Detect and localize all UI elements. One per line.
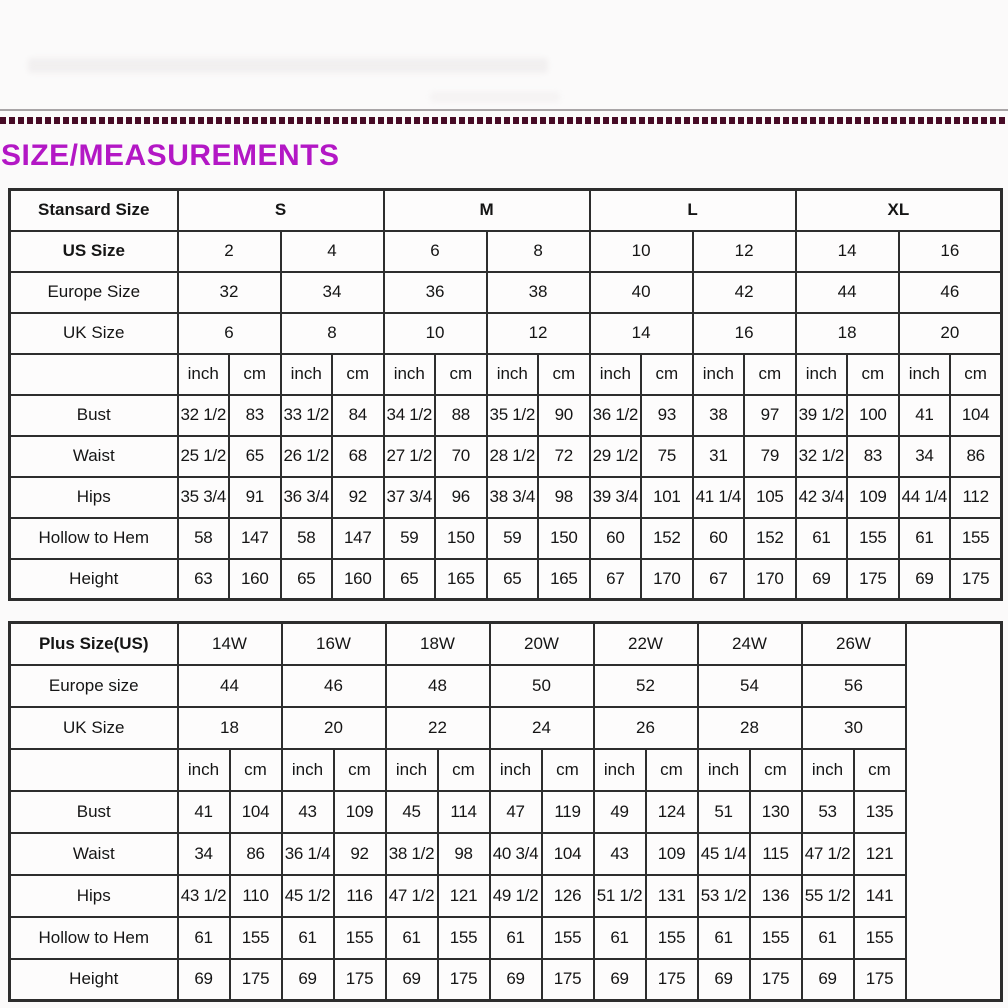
size-group-header: 24W [698, 623, 802, 665]
measure-cell: 27 1/2 [384, 436, 436, 477]
measure-cell: 34 [178, 833, 230, 875]
table-row [10, 354, 1002, 395]
measure-cell: 65 [281, 559, 333, 600]
unit-cell: inch [282, 749, 334, 791]
unit-cell: inch [698, 749, 750, 791]
measure-cell: 147 [229, 518, 281, 559]
measure-cell: 93 [641, 395, 693, 436]
size-cell: 20 [899, 313, 1002, 354]
measure-cell: 75 [641, 436, 693, 477]
measure-cell: 35 3/4 [178, 477, 230, 518]
table-row [10, 313, 1002, 354]
row-label: UK Size [10, 313, 178, 354]
size-cell: 16 [899, 231, 1002, 272]
measure-cell: 41 [899, 395, 951, 436]
measure-cell: 34 [899, 436, 951, 477]
measure-cell: 43 [282, 791, 334, 833]
size-cell: 44 [178, 665, 282, 707]
measure-cell: 155 [438, 917, 490, 959]
measure-cell: 98 [438, 833, 490, 875]
measure-cell: 100 [847, 395, 899, 436]
table-row [10, 395, 1002, 436]
row-label: Bust [10, 395, 178, 436]
unit-cell: cm [646, 749, 698, 791]
measure-cell: 165 [538, 559, 590, 600]
measure-cell: 69 [490, 959, 542, 1001]
unit-cell: inch [281, 354, 333, 395]
measure-cell: 45 1/2 [282, 875, 334, 917]
measure-cell: 109 [646, 833, 698, 875]
measure-cell: 61 [802, 917, 854, 959]
unit-cell: inch [802, 749, 854, 791]
table-row [10, 875, 1002, 917]
empty-column-cell [906, 623, 1002, 1001]
measure-cell: 28 1/2 [487, 436, 539, 477]
size-cell: 14 [590, 313, 693, 354]
unit-cell: cm [750, 749, 802, 791]
table-row [10, 623, 1002, 665]
measure-cell: 47 1/2 [802, 833, 854, 875]
measure-cell: 92 [334, 833, 386, 875]
unit-cell: cm [332, 354, 384, 395]
measure-cell: 150 [435, 518, 487, 559]
measure-cell: 61 [899, 518, 951, 559]
table-row [10, 518, 1002, 559]
size-cell: 42 [693, 272, 796, 313]
measure-cell: 61 [796, 518, 848, 559]
size-cell: 50 [490, 665, 594, 707]
measure-cell: 31 [693, 436, 745, 477]
measure-cell: 33 1/2 [281, 395, 333, 436]
faint-watermark-2 [430, 92, 560, 102]
plus-size-table-grid [8, 621, 1003, 1002]
measure-cell: 38 3/4 [487, 477, 539, 518]
size-group-header: S [178, 190, 384, 231]
measure-cell: 175 [854, 959, 906, 1001]
measure-cell: 69 [796, 559, 848, 600]
measure-cell: 43 1/2 [178, 875, 230, 917]
measure-cell: 155 [542, 917, 594, 959]
measure-cell: 69 [802, 959, 854, 1001]
size-cell: 30 [802, 707, 906, 749]
measure-cell: 49 1/2 [490, 875, 542, 917]
unit-cell: inch [899, 354, 951, 395]
size-cell: 6 [178, 313, 281, 354]
measure-cell: 68 [332, 436, 384, 477]
size-cell: 24 [490, 707, 594, 749]
measure-cell: 150 [538, 518, 590, 559]
measure-cell: 45 [386, 791, 438, 833]
measure-cell: 155 [646, 917, 698, 959]
measure-cell: 141 [854, 875, 906, 917]
unit-cell: inch [796, 354, 848, 395]
measure-cell: 79 [744, 436, 796, 477]
unit-cell: inch [178, 354, 230, 395]
measure-cell: 155 [230, 917, 282, 959]
measure-cell: 119 [542, 791, 594, 833]
measure-cell: 41 [178, 791, 230, 833]
table-row [10, 190, 1002, 231]
row-label: Height [10, 559, 178, 600]
size-group-header: 22W [594, 623, 698, 665]
table-row [10, 665, 1002, 707]
measure-cell: 63 [178, 559, 230, 600]
size-cell: 8 [487, 231, 590, 272]
measure-cell: 136 [750, 875, 802, 917]
measure-cell: 47 [490, 791, 542, 833]
measure-cell: 36 1/4 [282, 833, 334, 875]
size-cell: 34 [281, 272, 384, 313]
measure-cell: 58 [281, 518, 333, 559]
measure-cell: 44 1/4 [899, 477, 951, 518]
measure-cell: 175 [750, 959, 802, 1001]
row-label: Hips [10, 477, 178, 518]
size-cell: 46 [282, 665, 386, 707]
size-cell: 12 [487, 313, 590, 354]
corner-label: Plus Size(US) [10, 623, 178, 665]
size-cell: 26 [594, 707, 698, 749]
measure-cell: 53 [802, 791, 854, 833]
measure-cell: 84 [332, 395, 384, 436]
row-label: Europe Size [10, 272, 178, 313]
faint-watermark [28, 58, 548, 73]
measure-cell: 61 [282, 917, 334, 959]
size-group-header: 20W [490, 623, 594, 665]
measure-cell: 104 [542, 833, 594, 875]
size-cell: 18 [178, 707, 282, 749]
table-row [10, 559, 1002, 600]
measure-cell: 175 [646, 959, 698, 1001]
measure-cell: 37 3/4 [384, 477, 436, 518]
size-cell: 18 [796, 313, 899, 354]
size-cell: 6 [384, 231, 487, 272]
unit-cell: cm [538, 354, 590, 395]
measure-cell: 61 [490, 917, 542, 959]
row-label: US Size [10, 231, 178, 272]
measure-cell: 67 [693, 559, 745, 600]
table-row [10, 959, 1002, 1001]
measure-cell: 160 [229, 559, 281, 600]
measure-cell: 69 [386, 959, 438, 1001]
measure-cell: 39 1/2 [796, 395, 848, 436]
size-cell: 36 [384, 272, 487, 313]
size-cell: 4 [281, 231, 384, 272]
unit-cell: inch [693, 354, 745, 395]
measure-cell: 65 [487, 559, 539, 600]
empty-corner-cell [10, 354, 178, 395]
measure-cell: 49 [594, 791, 646, 833]
plus-size-table [8, 621, 1000, 1002]
measure-cell: 69 [178, 959, 230, 1001]
measure-cell: 69 [698, 959, 750, 1001]
measure-cell: 155 [847, 518, 899, 559]
size-group-header: 26W [802, 623, 906, 665]
size-cell: 44 [796, 272, 899, 313]
measure-cell: 170 [744, 559, 796, 600]
size-group-header: L [590, 190, 796, 231]
unit-cell: cm [229, 354, 281, 395]
corner-label: Stansard Size [10, 190, 178, 231]
measure-cell: 131 [646, 875, 698, 917]
measure-cell: 147 [332, 518, 384, 559]
unit-cell: cm [854, 749, 906, 791]
measure-cell: 38 [693, 395, 745, 436]
size-group-header: 16W [282, 623, 386, 665]
table-row [10, 917, 1002, 959]
measure-cell: 36 1/2 [590, 395, 642, 436]
measure-cell: 61 [594, 917, 646, 959]
size-cell: 52 [594, 665, 698, 707]
standard-size-table [8, 188, 1000, 601]
row-label: Hips [10, 875, 178, 917]
size-cell: 10 [384, 313, 487, 354]
measure-cell: 86 [230, 833, 282, 875]
measure-cell: 152 [744, 518, 796, 559]
measure-cell: 92 [332, 477, 384, 518]
measure-cell: 124 [646, 791, 698, 833]
unit-cell: cm [641, 354, 693, 395]
unit-cell: inch [490, 749, 542, 791]
measure-cell: 38 1/2 [386, 833, 438, 875]
measure-cell: 104 [230, 791, 282, 833]
measure-cell: 47 1/2 [386, 875, 438, 917]
size-cell: 2 [178, 231, 281, 272]
measure-cell: 116 [334, 875, 386, 917]
measure-cell: 88 [435, 395, 487, 436]
measure-cell: 83 [229, 395, 281, 436]
size-cell: 14 [796, 231, 899, 272]
measure-cell: 97 [744, 395, 796, 436]
measure-cell: 59 [487, 518, 539, 559]
unit-cell: cm [334, 749, 386, 791]
row-label: Waist [10, 833, 178, 875]
table-row [10, 791, 1002, 833]
dashed-divider [0, 117, 1008, 124]
row-label: Hollow to Hem [10, 518, 178, 559]
size-group-header: 14W [178, 623, 282, 665]
row-label: Height [10, 959, 178, 1001]
size-cell: 38 [487, 272, 590, 313]
table-row [10, 272, 1002, 313]
measure-cell: 69 [282, 959, 334, 1001]
measure-cell: 152 [641, 518, 693, 559]
table-row [10, 436, 1002, 477]
measure-cell: 53 1/2 [698, 875, 750, 917]
measure-cell: 55 1/2 [802, 875, 854, 917]
measure-cell: 104 [950, 395, 1002, 436]
unit-cell: cm [744, 354, 796, 395]
measure-cell: 59 [384, 518, 436, 559]
size-group-header: XL [796, 190, 1002, 231]
measure-cell: 115 [750, 833, 802, 875]
measure-cell: 101 [641, 477, 693, 518]
size-cell: 54 [698, 665, 802, 707]
row-label: Bust [10, 791, 178, 833]
table-row [10, 749, 1002, 791]
unit-cell: cm [438, 749, 490, 791]
measure-cell: 160 [332, 559, 384, 600]
measure-cell: 25 1/2 [178, 436, 230, 477]
size-cell: 10 [590, 231, 693, 272]
measure-cell: 34 1/2 [384, 395, 436, 436]
measure-cell: 155 [750, 917, 802, 959]
measure-cell: 114 [438, 791, 490, 833]
measure-cell: 155 [854, 917, 906, 959]
measure-cell: 69 [594, 959, 646, 1001]
unit-cell: cm [950, 354, 1002, 395]
measure-cell: 45 1/4 [698, 833, 750, 875]
table-row [10, 477, 1002, 518]
measure-cell: 32 1/2 [796, 436, 848, 477]
measure-cell: 175 [334, 959, 386, 1001]
table-row [10, 707, 1002, 749]
unit-cell: inch [178, 749, 230, 791]
measure-cell: 60 [590, 518, 642, 559]
measure-cell: 67 [590, 559, 642, 600]
unit-cell: cm [230, 749, 282, 791]
size-cell: 40 [590, 272, 693, 313]
row-label: Europe size [10, 665, 178, 707]
size-cell: 56 [802, 665, 906, 707]
measure-cell: 51 [698, 791, 750, 833]
measure-cell: 90 [538, 395, 590, 436]
size-cell: 20 [282, 707, 386, 749]
measure-cell: 65 [229, 436, 281, 477]
measure-cell: 42 3/4 [796, 477, 848, 518]
row-label: UK Size [10, 707, 178, 749]
measure-cell: 51 1/2 [594, 875, 646, 917]
measure-cell: 43 [594, 833, 646, 875]
measure-cell: 83 [847, 436, 899, 477]
measure-cell: 69 [899, 559, 951, 600]
measure-cell: 70 [435, 436, 487, 477]
measure-cell: 29 1/2 [590, 436, 642, 477]
measure-cell: 58 [178, 518, 230, 559]
measure-cell: 175 [847, 559, 899, 600]
empty-corner-cell [10, 749, 178, 791]
measure-cell: 39 3/4 [590, 477, 642, 518]
unit-cell: cm [542, 749, 594, 791]
measure-cell: 105 [744, 477, 796, 518]
measure-cell: 72 [538, 436, 590, 477]
unit-cell: inch [590, 354, 642, 395]
top-divider-line [0, 109, 1008, 111]
size-cell: 32 [178, 272, 281, 313]
unit-cell: inch [487, 354, 539, 395]
size-cell: 46 [899, 272, 1002, 313]
measure-cell: 109 [847, 477, 899, 518]
page-title: SIZE/MEASUREMENTS [1, 139, 340, 172]
size-cell: 16 [693, 313, 796, 354]
size-cell: 28 [698, 707, 802, 749]
measure-cell: 155 [334, 917, 386, 959]
table-row [10, 833, 1002, 875]
measure-cell: 121 [854, 833, 906, 875]
measure-cell: 155 [950, 518, 1002, 559]
size-cell: 22 [386, 707, 490, 749]
measure-cell: 121 [438, 875, 490, 917]
standard-size-table-grid [8, 188, 1003, 601]
size-group-header: 18W [386, 623, 490, 665]
measure-cell: 109 [334, 791, 386, 833]
measure-cell: 110 [230, 875, 282, 917]
measure-cell: 165 [435, 559, 487, 600]
measure-cell: 65 [384, 559, 436, 600]
unit-cell: cm [847, 354, 899, 395]
measure-cell: 126 [542, 875, 594, 917]
measure-cell: 40 3/4 [490, 833, 542, 875]
size-cell: 48 [386, 665, 490, 707]
table-row [10, 231, 1002, 272]
measure-cell: 86 [950, 436, 1002, 477]
measure-cell: 175 [230, 959, 282, 1001]
measure-cell: 61 [386, 917, 438, 959]
measure-cell: 96 [435, 477, 487, 518]
measure-cell: 61 [698, 917, 750, 959]
measure-cell: 175 [950, 559, 1002, 600]
measure-cell: 175 [438, 959, 490, 1001]
size-cell: 8 [281, 313, 384, 354]
measure-cell: 175 [542, 959, 594, 1001]
measure-cell: 91 [229, 477, 281, 518]
measure-cell: 35 1/2 [487, 395, 539, 436]
measure-cell: 98 [538, 477, 590, 518]
unit-cell: inch [384, 354, 436, 395]
measure-cell: 26 1/2 [281, 436, 333, 477]
measure-cell: 112 [950, 477, 1002, 518]
measure-cell: 170 [641, 559, 693, 600]
measure-cell: 130 [750, 791, 802, 833]
measure-cell: 32 1/2 [178, 395, 230, 436]
unit-cell: inch [594, 749, 646, 791]
row-label: Hollow to Hem [10, 917, 178, 959]
measure-cell: 36 3/4 [281, 477, 333, 518]
unit-cell: inch [386, 749, 438, 791]
unit-cell: cm [435, 354, 487, 395]
size-cell: 12 [693, 231, 796, 272]
size-group-header: M [384, 190, 590, 231]
measure-cell: 61 [178, 917, 230, 959]
measure-cell: 41 1/4 [693, 477, 745, 518]
measure-cell: 135 [854, 791, 906, 833]
measure-cell: 60 [693, 518, 745, 559]
row-label: Waist [10, 436, 178, 477]
